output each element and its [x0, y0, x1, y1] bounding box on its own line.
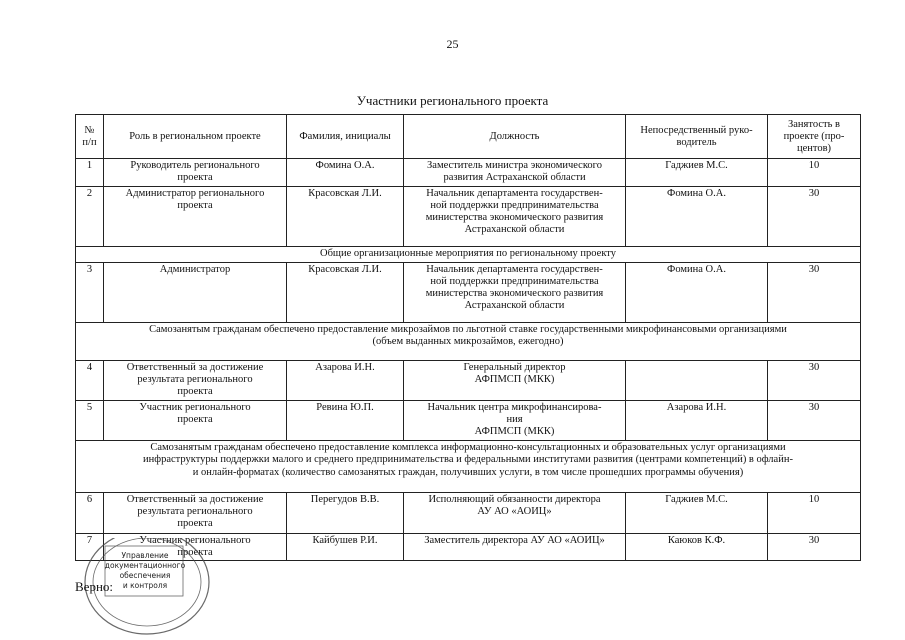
- table-row: [76, 492, 861, 533]
- stamp-line: документационного: [104, 561, 186, 570]
- section-title: Самозанятым гражданам обеспечено предоставление микрозаймов по льготной ставке государственными микрофинансовыми организациями (объем выданных микрозаймов, ежегодно): [76, 322, 861, 360]
- table-row: [76, 400, 861, 440]
- col-name-cell: Перегудов В.В.: [287, 492, 404, 533]
- col-role-cell: Администратор: [104, 262, 287, 322]
- table-row: [76, 187, 861, 247]
- section-title: Самозанятым гражданам обеспечено предоставление комплекса информационно-консультационных и образовательных услуг организациями инфраструктуры поддержки малого и среднего предпринимательства и федеральными институтами развития (центрами компетенций) в офлайн- и онлайн-форматах (количество самозанятых граждан, получивших услуги, в том числе прошедших программы обучения): [76, 440, 861, 492]
- col-role-cell: Участник регионального проекта: [104, 533, 287, 560]
- stamp-line: Управление: [121, 551, 169, 560]
- col-name-cell: Азарова И.Н.: [287, 360, 404, 400]
- col-name-cell: Красовская Л.И.: [287, 262, 404, 322]
- col-name-cell: Ревина Ю.П.: [287, 400, 404, 440]
- page-number: 25: [446, 37, 459, 51]
- col-load-cell: 30: [768, 360, 861, 400]
- col-number-cell: 5: [76, 400, 104, 440]
- col-role-cell: Участник регионального проекта: [104, 400, 287, 440]
- col-load-header: Занятость в проекте (про- центов): [768, 115, 861, 159]
- col-position-cell: Заместитель директора АУ АО «АОИЦ»: [404, 533, 626, 560]
- section-row: [76, 322, 861, 360]
- col-manager-cell: Гаджиев М.С.: [626, 492, 768, 533]
- col-position-cell: Начальник центра микрофинансирова- ния АФПМСП (МКК): [404, 400, 626, 440]
- table-row: [76, 262, 861, 322]
- col-load-cell: 30: [768, 187, 861, 247]
- col-name-header: Фамилия, инициалы: [287, 115, 404, 159]
- col-position-cell: Генеральный директор АФПМСП (МКК): [404, 360, 626, 400]
- col-number-cell: 4: [76, 360, 104, 400]
- verno-label: Верно:: [75, 579, 114, 594]
- stamp-line: и контроля: [122, 581, 168, 590]
- col-manager-cell: Гаджиев М.С.: [626, 159, 768, 187]
- table-header-row: [76, 115, 861, 159]
- col-load-cell: 30: [768, 533, 861, 560]
- section-row: [76, 247, 861, 263]
- section-title: Общие организационные мероприятия по региональному проекту: [76, 247, 861, 263]
- col-position-cell: Исполняющий обязанности директора АУ АО «АОИЦ»: [404, 492, 626, 533]
- col-name-cell: Красовская Л.И.: [287, 187, 404, 247]
- table-row: [76, 159, 861, 187]
- col-load-cell: 30: [768, 262, 861, 322]
- col-role-cell: Ответственный за достижение результата регионального проекта: [104, 492, 287, 533]
- col-role-cell: Руководитель регионального проекта: [104, 159, 287, 187]
- col-position-cell: Заместитель министра экономического развития Астраханской области: [404, 159, 626, 187]
- col-role-cell: Администратор регионального проекта: [104, 187, 287, 247]
- col-number-cell: 1: [76, 159, 104, 187]
- col-manager-cell: [626, 360, 768, 400]
- col-number-cell: 3: [76, 262, 104, 322]
- table-row: [76, 360, 861, 400]
- col-position-header: Должность: [404, 115, 626, 159]
- col-manager-cell: Фомина О.А.: [626, 262, 768, 322]
- col-role-cell: Ответственный за достижение результата регионального проекта: [104, 360, 287, 400]
- col-position-cell: Начальник департамента государствен- ной поддержки предпринимательства министерства экономического развития Астраханской области: [404, 262, 626, 322]
- col-manager-cell: Азарова И.Н.: [626, 400, 768, 440]
- table-body: [76, 159, 861, 561]
- col-name-cell: Кайбушев Р.И.: [287, 533, 404, 560]
- col-number-header: № п/п: [76, 115, 104, 159]
- section-row: [76, 440, 861, 492]
- participants-table: [75, 114, 861, 561]
- table-title: Участники регионального проекта: [356, 93, 549, 108]
- stamp-line: обеспечения: [119, 571, 171, 580]
- col-load-cell: 10: [768, 159, 861, 187]
- col-manager-header: Непосредственный руко- водитель: [626, 115, 768, 159]
- col-number-cell: 6: [76, 492, 104, 533]
- col-number-cell: 7: [76, 533, 104, 560]
- col-load-cell: 10: [768, 492, 861, 533]
- col-number-cell: 2: [76, 187, 104, 247]
- col-manager-cell: Каюков К.Ф.: [626, 533, 768, 560]
- col-manager-cell: Фомина О.А.: [626, 187, 768, 247]
- col-position-cell: Начальник департамента государствен- ной поддержки предпринимательства министерства экономического развития Астраханской области: [404, 187, 626, 247]
- col-load-cell: 30: [768, 400, 861, 440]
- col-role-header: Роль в региональном проекте: [104, 115, 287, 159]
- col-name-cell: Фомина О.А.: [287, 159, 404, 187]
